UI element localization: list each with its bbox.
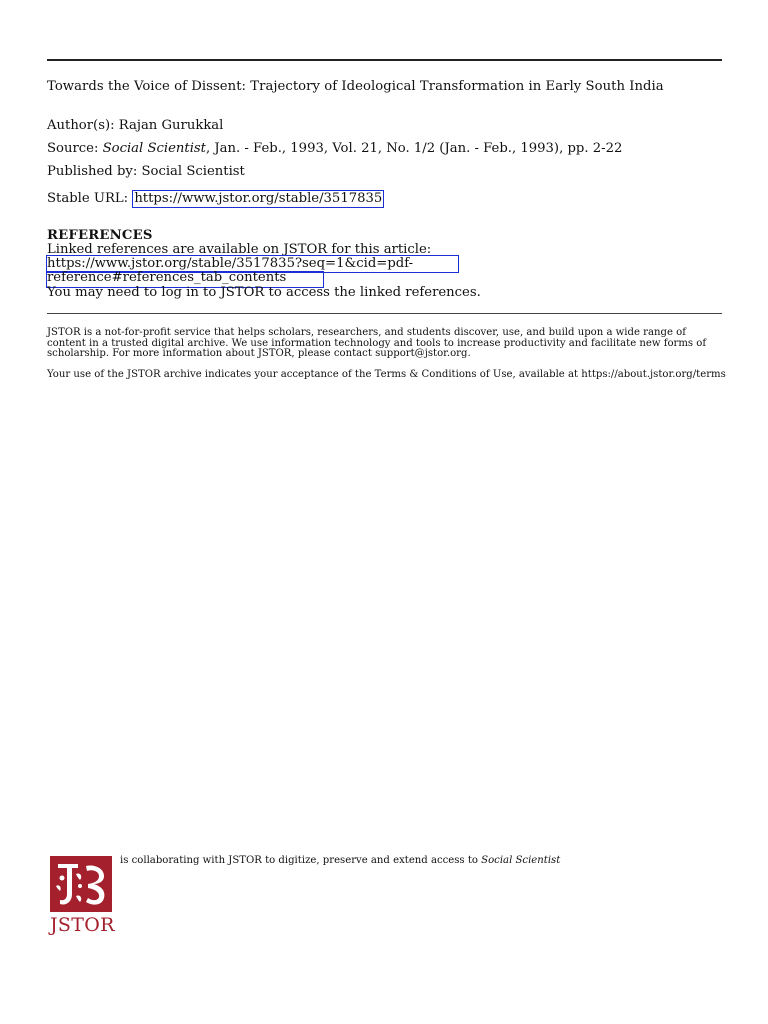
collaboration-text: is collaborating with JSTOR to digitize, preserve and extend access to [120,855,482,866]
collaboration-statement [120,855,560,867]
stable-url-link[interactable]: https://www.jstor.org/stable/3517835 [134,191,383,206]
source-journal: Social Scientist [102,141,206,156]
jstor-description: JSTOR is a not-for-profit service that helps scholars, researchers, and students discover, use, and build upon a wide range of content in a trusted digital archive. We use information technology and tools to increase productivity and facilitate new forms of scholarship. For more information about JSTOR, please contact support@jstor.org. [47,327,707,359]
collaboration-journal: Social Scientist [481,855,561,866]
references-login-note: You may need to log in to JSTOR to access the linked references. [47,285,481,300]
author-label: Author(s): [47,118,115,133]
publisher-line [47,164,245,180]
jstor-logo-icon [50,856,112,912]
stable-url-label: Stable URL: [47,191,129,206]
stable-url-line [47,190,384,208]
author-name: Rajan Gurukkal [118,118,224,133]
publisher-label: Published by: [47,164,138,179]
references-heading: REFERENCES [47,228,153,243]
middle-rule [47,313,722,314]
top-rule [47,59,722,61]
article-title: Towards the Voice of Dissent: Trajectory of Ideological Transformation in Early South India [47,79,664,94]
jstor-logo [50,856,115,936]
references-intro: Linked references are available on JSTOR for this article: [47,242,432,257]
source-label: Source: [47,141,99,156]
jstor-logo-text: JSTOR [50,914,115,936]
source-line [47,141,622,157]
publisher-name: Social Scientist [141,164,245,179]
reference-link-line-1[interactable]: https://www.jstor.org/stable/3517835?seq=1&cid=pdf- [47,256,414,271]
reference-link-line-2[interactable]: reference#references_tab_contents [47,270,287,285]
author-line [47,118,223,134]
terms-notice: Your use of the JSTOR archive indicates your acceptance of the Terms & Conditions of Use, available at https://about.jstor.org/terms [47,369,726,380]
source-details: , Jan. - Feb., 1993, Vol. 21, No. 1/2 (Jan. - Feb., 1993), pp. 2-22 [205,141,623,156]
